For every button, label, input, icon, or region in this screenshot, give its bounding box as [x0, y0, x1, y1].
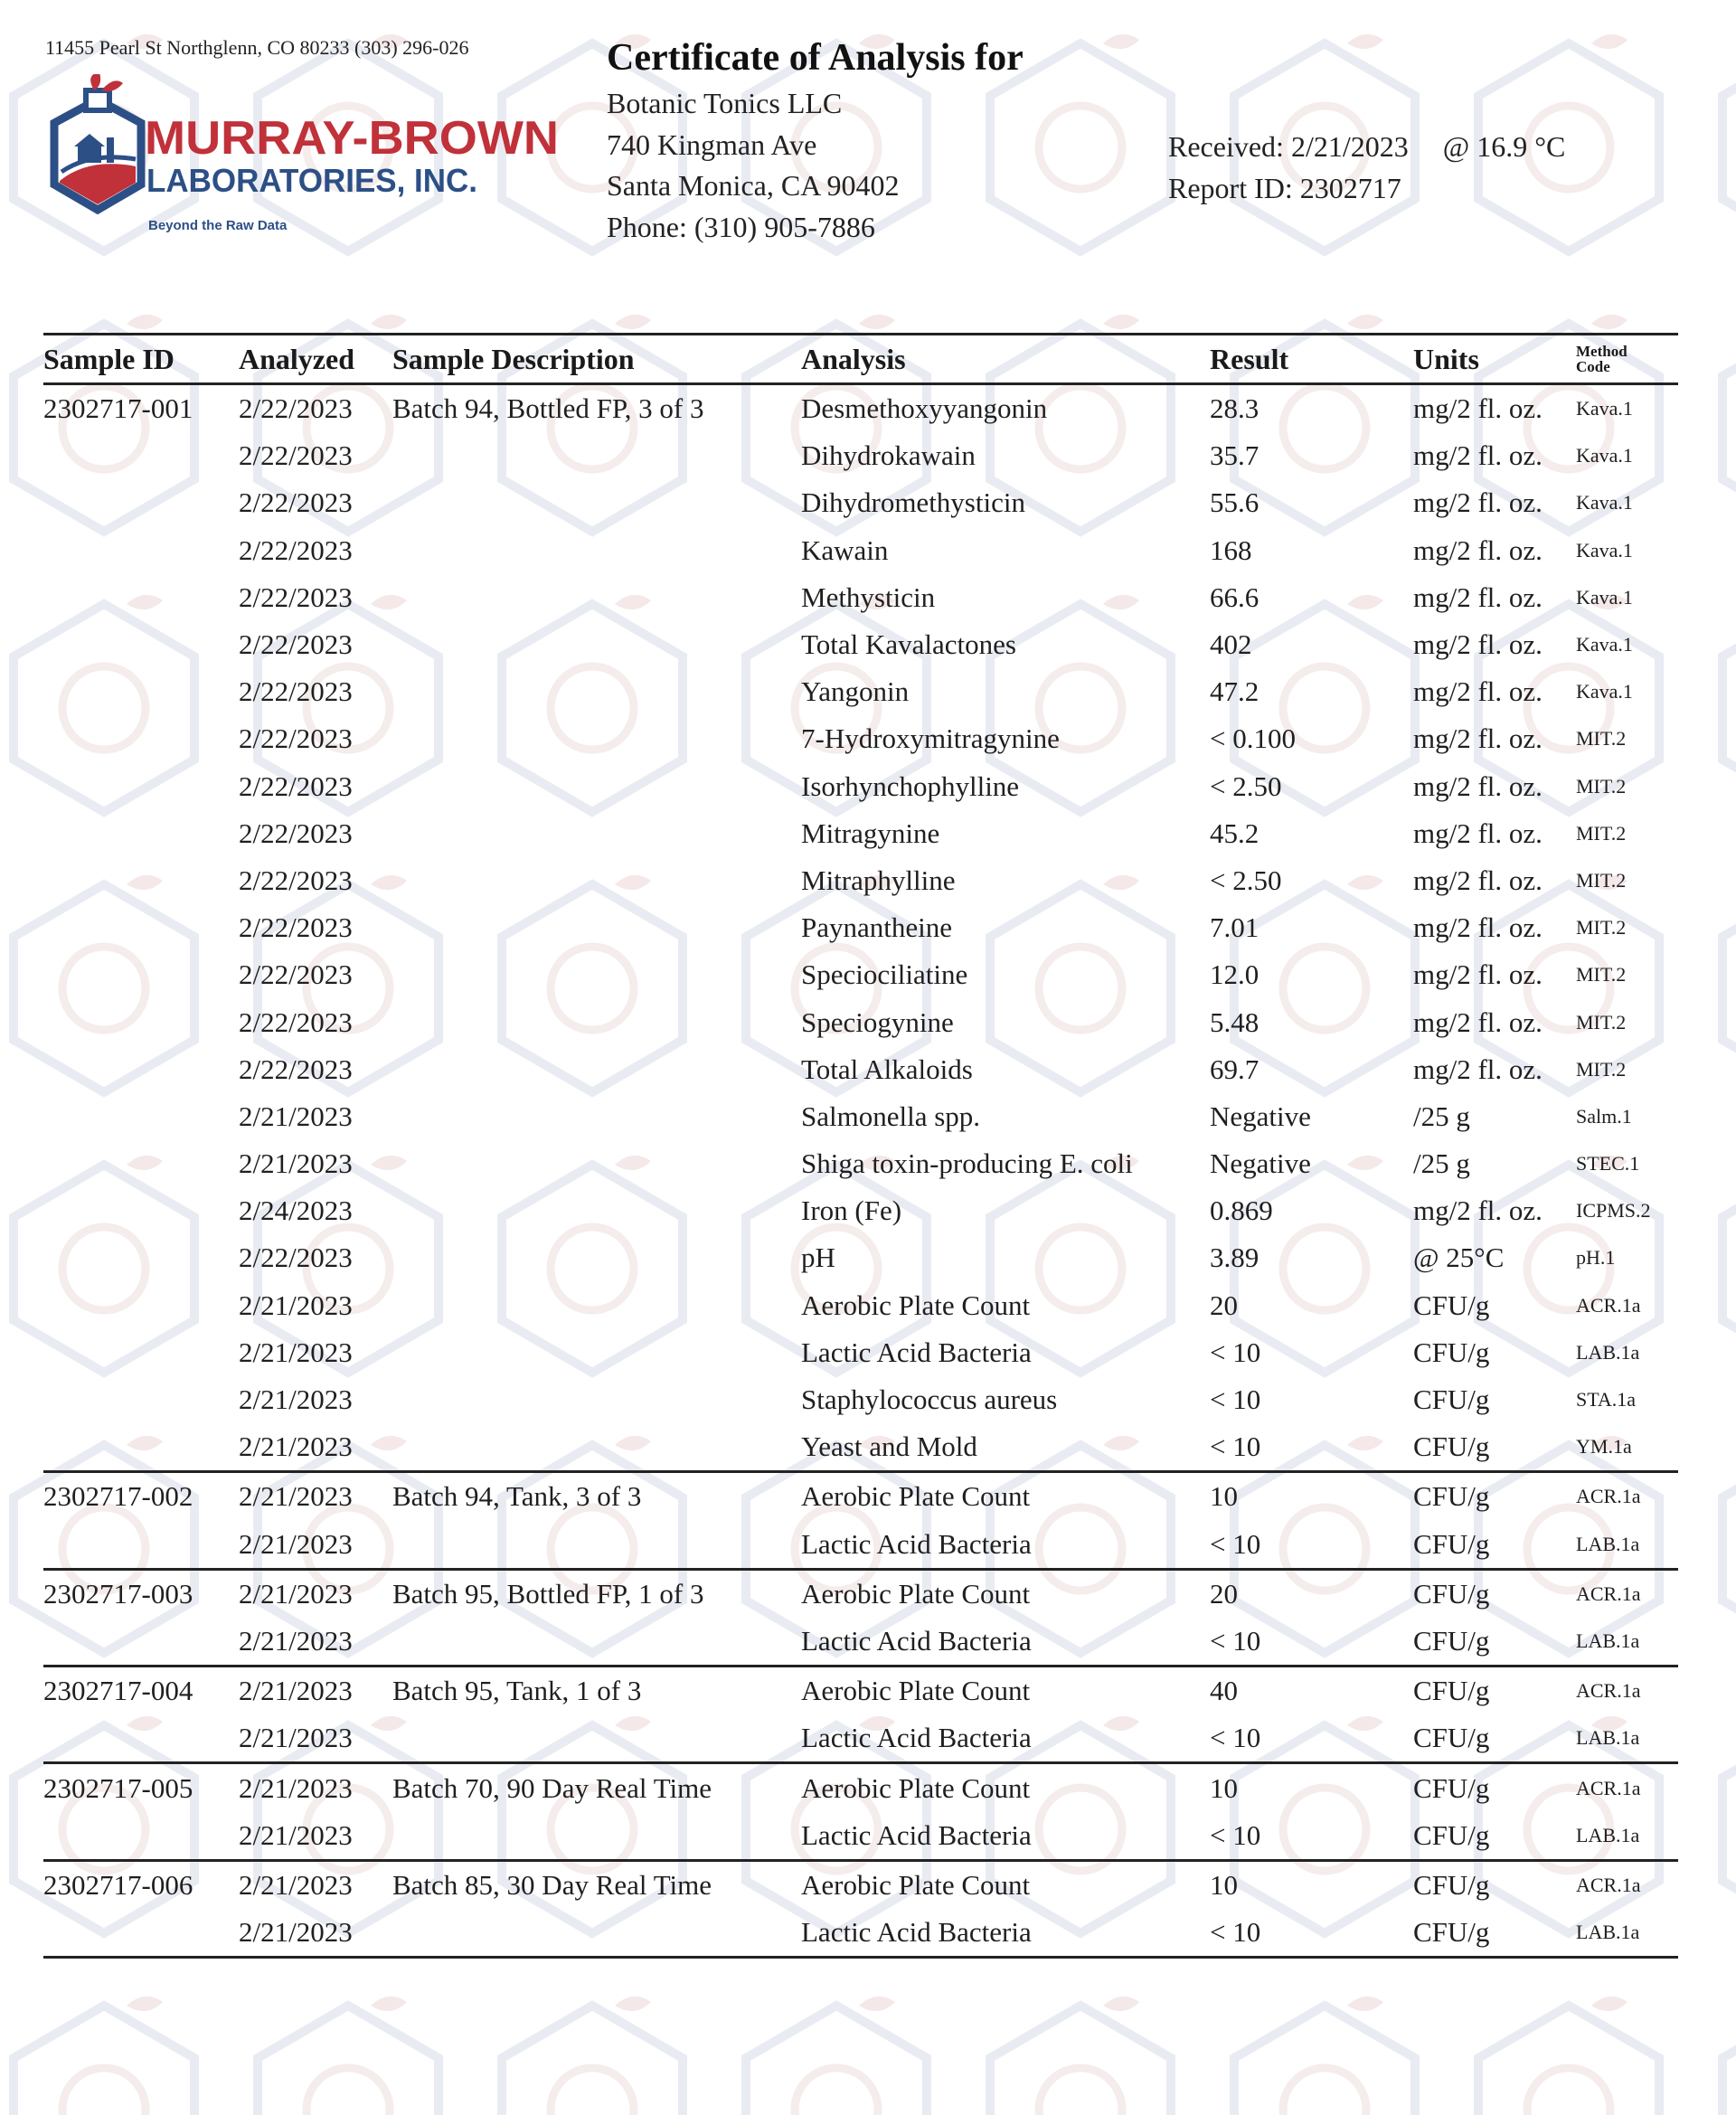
cell-sample-description: [392, 574, 801, 621]
cell-analyzed: 2/21/2023: [239, 1336, 353, 1368]
cell-units: CFU/g: [1413, 1289, 1490, 1321]
cell-units: mg/2 fl. oz.: [1413, 770, 1543, 802]
cell-method-code: MIT.2: [1576, 1057, 1627, 1081]
cell-sample-description: [392, 857, 801, 904]
cell-result: < 10: [1210, 1383, 1261, 1416]
cell-result: 55.6: [1210, 486, 1260, 519]
table-row: [43, 1909, 1678, 1958]
cell-sample-description: [392, 1234, 801, 1281]
cell-sample-id: [43, 810, 239, 857]
logo-name-line1: MURRAY-BROWN: [145, 112, 559, 165]
report-id: 2302717: [1299, 171, 1401, 204]
cell-analyzed: 2/21/2023: [239, 1916, 353, 1949]
cell-analyzed: 2/22/2023: [239, 533, 353, 566]
cell-units: mg/2 fl. oz.: [1413, 675, 1543, 708]
cell-method-code: pH.1: [1576, 1246, 1616, 1270]
client-block: [607, 83, 900, 248]
report-id-label: Report ID:: [1168, 171, 1293, 204]
table-row: [43, 1714, 1678, 1763]
cell-analysis: Mitragynine: [801, 817, 940, 849]
cell-method-code: ACR.1a: [1576, 1569, 1678, 1618]
cell-method-code: LAB.1a: [1576, 1340, 1640, 1364]
cell-sample-id: [43, 527, 239, 574]
client-phone: Phone: (310) 905-7886: [607, 210, 875, 243]
cell-units: /25 g: [1413, 1147, 1470, 1180]
cell-analysis: Lactic Acid Bacteria: [801, 1527, 1032, 1560]
cell-result: 402: [1210, 628, 1252, 661]
cell-units: CFU/g: [1413, 1722, 1490, 1754]
cell-units: CFU/g: [1413, 1818, 1490, 1851]
received-label: Received:: [1168, 130, 1284, 163]
cell-units: mg/2 fl. oz.: [1413, 1194, 1543, 1227]
cell-result: 20: [1210, 1569, 1413, 1618]
table-header-row: [43, 335, 1678, 384]
cell-sample-description: [392, 668, 801, 715]
cell-method-code: Kava.1: [1576, 680, 1633, 703]
cell-result: < 10: [1210, 1916, 1261, 1949]
cell-sample-id: [43, 621, 239, 668]
cell-analysis: Lactic Acid Bacteria: [801, 1916, 1032, 1949]
cell-analysis: Isorhynchophylline: [801, 770, 1020, 802]
cell-result: 47.2: [1210, 675, 1260, 708]
col-method-code: Method Code: [1576, 335, 1678, 384]
cell-result: 5.48: [1210, 1006, 1260, 1038]
cell-sample-description: [392, 904, 801, 951]
cell-method-code: Kava.1: [1576, 444, 1633, 467]
cell-analyzed: 2/22/2023: [239, 911, 353, 944]
cell-units: mg/2 fl. oz.: [1413, 628, 1543, 661]
cell-method-code: ACR.1a: [1576, 1763, 1678, 1812]
cell-analyzed: 2/22/2023: [239, 675, 353, 708]
cell-sample-description: [392, 951, 801, 998]
table-row: [43, 668, 1678, 715]
cell-analyzed: 2/22/2023: [239, 392, 353, 425]
cell-units: mg/2 fl. oz.: [1413, 1006, 1543, 1038]
cell-sample-id: [43, 1093, 239, 1140]
cell-result: Negative: [1210, 1100, 1311, 1132]
cell-analyzed: 2/24/2023: [239, 1194, 353, 1227]
cell-analyzed: 2/22/2023: [239, 1053, 353, 1085]
table-row: [43, 1521, 1678, 1570]
table-row: [43, 1472, 1678, 1521]
cell-result: < 2.50: [1210, 864, 1282, 896]
cell-result: 35.7: [1210, 439, 1260, 472]
cell-analysis: Kawain: [801, 533, 889, 566]
cell-sample-description: [392, 1376, 801, 1423]
cell-sample-description: [392, 1909, 801, 1958]
cell-result: 20: [1210, 1289, 1238, 1321]
received-temperature: @ 16.9 °C: [1442, 130, 1566, 163]
cell-units: mg/2 fl. oz.: [1413, 533, 1543, 566]
cell-sample-description: [392, 1714, 801, 1763]
cell-units: CFU/g: [1413, 1430, 1490, 1463]
cell-analyzed: 2/21/2023: [239, 1860, 392, 1909]
cell-sample-id: [43, 432, 239, 479]
logo-name-line2: LABORATORIES, INC.: [146, 162, 477, 199]
cell-sample-description: [392, 1093, 801, 1140]
cell-sample-id: [43, 763, 239, 810]
cell-sample-description: Batch 94, Tank, 3 of 3: [392, 1472, 801, 1521]
cell-analysis: pH: [801, 1242, 835, 1274]
table-row: [43, 1187, 1678, 1234]
cell-analyzed: 2/21/2023: [239, 1818, 353, 1851]
cell-method-code: MIT.2: [1576, 727, 1627, 751]
cell-method-code: MIT.2: [1576, 774, 1627, 798]
cell-analyzed: 2/21/2023: [239, 1430, 353, 1463]
cell-sample-id: [43, 479, 239, 526]
cell-sample-id: [43, 1282, 239, 1329]
table-row: [43, 1812, 1678, 1861]
cell-sample-description: [392, 763, 801, 810]
table-row: [43, 1140, 1678, 1187]
cell-method-code: Kava.1: [1576, 538, 1633, 562]
cell-units: CFU/g: [1413, 1383, 1490, 1416]
cell-analyzed: 2/21/2023: [239, 1100, 353, 1132]
cell-result: 168: [1210, 533, 1252, 566]
cell-analysis: Total Alkaloids: [801, 1053, 973, 1085]
client-city: Santa Monica, CA 90402: [607, 169, 900, 202]
cell-analysis: Yangonin: [801, 675, 910, 708]
cell-analyzed: 2/21/2023: [239, 1289, 353, 1321]
cell-analysis: Methysticin: [801, 581, 936, 613]
cell-sample-id: 2302717-001: [43, 392, 193, 425]
lab-logo: [34, 74, 568, 241]
cell-result: < 10: [1210, 1818, 1261, 1851]
cell-units: CFU/g: [1413, 1336, 1490, 1368]
cell-sample-id: [43, 715, 239, 762]
cell-units: @ 25°C: [1413, 1242, 1505, 1274]
cell-sample-description: [392, 715, 801, 762]
cell-result: < 0.100: [1210, 722, 1296, 755]
client-name: Botanic Tonics LLC: [607, 87, 843, 119]
cell-analyzed: 2/21/2023: [239, 1763, 392, 1812]
cell-sample-id: 2302717-006: [43, 1860, 239, 1909]
cell-analysis: Aerobic Plate Count: [801, 1289, 1031, 1321]
cell-analyzed: 2/22/2023: [239, 486, 353, 519]
cell-sample-id: [43, 1234, 239, 1281]
cell-sample-id: [43, 1618, 239, 1667]
cell-sample-id: [43, 998, 239, 1045]
cell-sample-description: Batch 85, 30 Day Real Time: [392, 1860, 801, 1909]
cell-sample-id: [43, 1376, 239, 1423]
cell-analysis: Shiga toxin-producing E. coli: [801, 1147, 1133, 1180]
table-row: [43, 998, 1678, 1045]
cell-sample-description: [392, 1140, 801, 1187]
cell-units: mg/2 fl. oz.: [1413, 864, 1543, 896]
cell-sample-description: [392, 479, 801, 526]
table-row: [43, 384, 1678, 433]
cell-analysis: 7-Hydroxymitragynine: [801, 722, 1060, 755]
cell-analysis: Lactic Acid Bacteria: [801, 1722, 1032, 1754]
col-sample-description: Sample Description: [392, 335, 801, 384]
table-row: [43, 574, 1678, 621]
cell-units: CFU/g: [1413, 1667, 1576, 1715]
cell-result: < 10: [1210, 1624, 1261, 1657]
cell-analysis: Salmonella spp.: [801, 1100, 981, 1132]
cell-units: mg/2 fl. oz.: [1413, 439, 1543, 472]
cell-analyzed: 2/22/2023: [239, 439, 353, 472]
cell-analysis: Aerobic Plate Count: [801, 1472, 1210, 1521]
cell-analyzed: 2/21/2023: [239, 1147, 353, 1180]
cell-result: < 10: [1210, 1527, 1261, 1560]
cell-analyzed: 2/22/2023: [239, 817, 353, 849]
cell-analysis: Aerobic Plate Count: [801, 1667, 1210, 1715]
cell-analysis: Lactic Acid Bacteria: [801, 1624, 1032, 1657]
cell-analyzed: 2/22/2023: [239, 770, 353, 802]
logo-tagline: Beyond the Raw Data: [148, 218, 288, 233]
cell-method-code: LAB.1a: [1576, 1726, 1640, 1750]
cell-result: < 10: [1210, 1430, 1261, 1463]
cell-units: CFU/g: [1413, 1763, 1576, 1812]
cell-sample-description: [392, 621, 801, 668]
cell-analysis: Speciociliatine: [801, 958, 968, 991]
cell-units: CFU/g: [1413, 1860, 1576, 1909]
cell-method-code: Kava.1: [1576, 633, 1633, 656]
cell-sample-description: Batch 95, Tank, 1 of 3: [392, 1667, 801, 1715]
cell-sample-id: [43, 1187, 239, 1234]
cell-analysis: Yeast and Mold: [801, 1430, 977, 1463]
cell-analysis: Lactic Acid Bacteria: [801, 1336, 1032, 1368]
cell-analysis: Desmethoxyyangonin: [801, 392, 1048, 425]
cell-sample-description: [392, 1618, 801, 1667]
table-row: [43, 1860, 1678, 1909]
cell-method-code: MIT.2: [1576, 963, 1627, 987]
cell-result: < 2.50: [1210, 770, 1282, 802]
table-row: [43, 621, 1678, 668]
results-table: [43, 333, 1678, 1959]
col-units: Units: [1413, 335, 1576, 384]
cell-analyzed: 2/21/2023: [239, 1383, 353, 1416]
cell-analyzed: 2/21/2023: [239, 1569, 392, 1618]
table-row: [43, 1329, 1678, 1376]
table-row: [43, 904, 1678, 951]
table-row: [43, 1234, 1678, 1281]
cell-method-code: YM.1a: [1576, 1435, 1632, 1459]
cell-sample-id: [43, 857, 239, 904]
col-sample-id: Sample ID: [43, 335, 239, 384]
cell-method-code: Kava.1: [1576, 397, 1633, 420]
cell-method-code: MIT.2: [1576, 1010, 1627, 1034]
cell-method-code: Kava.1: [1576, 491, 1633, 515]
table-row: [43, 479, 1678, 526]
table-row: [43, 1423, 1678, 1472]
cell-analysis: Speciogynine: [801, 1006, 954, 1038]
cell-units: mg/2 fl. oz.: [1413, 911, 1543, 944]
cell-method-code: LAB.1a: [1576, 1532, 1640, 1555]
cell-method-code: LAB.1a: [1576, 1823, 1640, 1846]
cell-result: 3.89: [1210, 1242, 1260, 1274]
cell-method-code: ACR.1a: [1576, 1472, 1678, 1521]
cell-sample-id: [43, 574, 239, 621]
receipt-block: [1168, 127, 1565, 209]
table-row: [43, 1569, 1678, 1618]
table-body: [43, 384, 1678, 1958]
cell-sample-id: 2302717-003: [43, 1569, 239, 1618]
cell-analyzed: 2/21/2023: [239, 1722, 353, 1754]
cell-result: < 10: [1210, 1336, 1261, 1368]
cell-sample-id: [43, 1140, 239, 1187]
cell-sample-description: [392, 1187, 801, 1234]
cell-analyzed: 2/22/2023: [239, 581, 353, 613]
cell-units: mg/2 fl. oz.: [1413, 817, 1543, 849]
table-row: [43, 857, 1678, 904]
cell-sample-description: [392, 1423, 801, 1472]
cell-result: 66.6: [1210, 581, 1260, 613]
cell-analyzed: 2/22/2023: [239, 1242, 353, 1274]
cell-result: Negative: [1210, 1147, 1311, 1180]
cell-sample-description: Batch 70, 90 Day Real Time: [392, 1763, 801, 1812]
flask-icon: [54, 74, 141, 210]
table-row: [43, 951, 1678, 998]
cell-analysis: Aerobic Plate Count: [801, 1569, 1210, 1618]
cell-result: 7.01: [1210, 911, 1260, 944]
client-street: 740 Kingman Ave: [607, 127, 817, 161]
cell-method-code: ACR.1a: [1576, 1667, 1678, 1715]
cell-sample-description: [392, 1521, 801, 1570]
cell-units: CFU/g: [1413, 1569, 1576, 1618]
col-result: Result: [1210, 335, 1413, 384]
table-row: [43, 1667, 1678, 1715]
cell-analyzed: 2/21/2023: [239, 1527, 353, 1560]
cell-sample-id: [43, 1909, 239, 1958]
cell-analysis: Staphylococcus aureus: [801, 1383, 1058, 1416]
cell-sample-description: Batch 95, Bottled FP, 1 of 3: [392, 1569, 801, 1618]
cell-method-code: LAB.1a: [1576, 1629, 1640, 1652]
table-row: [43, 715, 1678, 762]
cell-analysis: Dihydrokawain: [801, 439, 976, 472]
cell-units: mg/2 fl. oz.: [1413, 958, 1543, 991]
cell-sample-description: [392, 527, 801, 574]
cell-method-code: ACR.1a: [1576, 1293, 1641, 1317]
cell-method-code: LAB.1a: [1576, 1921, 1640, 1944]
cell-analyzed: 2/21/2023: [239, 1472, 392, 1521]
cell-result: 10: [1210, 1472, 1413, 1521]
cell-analyzed: 2/22/2023: [239, 1006, 353, 1038]
cell-sample-description: [392, 1282, 801, 1329]
cell-sample-description: [392, 1046, 801, 1093]
cell-units: CFU/g: [1413, 1916, 1490, 1949]
table-row: [43, 1376, 1678, 1423]
table-row: [43, 432, 1678, 479]
cell-units: CFU/g: [1413, 1472, 1576, 1521]
cell-result: 69.7: [1210, 1053, 1260, 1085]
cell-result: 40: [1210, 1667, 1413, 1715]
cell-units: mg/2 fl. oz.: [1413, 392, 1543, 425]
cell-units: mg/2 fl. oz.: [1413, 1053, 1543, 1085]
cell-method-code: ACR.1a: [1576, 1860, 1678, 1909]
received-date: 2/21/2023: [1290, 130, 1409, 163]
cell-analyzed: 2/21/2023: [239, 1624, 353, 1657]
col-analyzed: Analyzed: [239, 335, 392, 384]
cell-sample-id: [43, 1046, 239, 1093]
cell-sample-description: [392, 810, 801, 857]
cell-method-code: STEC.1: [1576, 1152, 1640, 1176]
cell-result: 12.0: [1210, 958, 1260, 991]
cell-sample-id: 2302717-004: [43, 1667, 239, 1715]
cell-method-code: Kava.1: [1576, 585, 1633, 609]
lab-address: 11455 Pearl St Northglenn, CO 80233 (303) 296-026: [45, 36, 469, 59]
table-row: [43, 1763, 1678, 1812]
cell-units: /25 g: [1413, 1100, 1470, 1132]
table-row: [43, 763, 1678, 810]
cell-method-code: MIT.2: [1576, 868, 1627, 892]
cell-method-code: ICPMS.2: [1576, 1199, 1651, 1223]
cell-method-code: Salm.1: [1576, 1104, 1632, 1128]
cell-analysis: Iron (Fe): [801, 1194, 902, 1227]
table-row: [43, 1046, 1678, 1093]
cell-analyzed: 2/22/2023: [239, 864, 353, 896]
cell-sample-description: [392, 1812, 801, 1861]
cell-analyzed: 2/22/2023: [239, 722, 353, 755]
cell-sample-id: [43, 1521, 239, 1570]
col-analysis: Analysis: [801, 335, 1210, 384]
cell-sample-id: [43, 668, 239, 715]
cell-units: mg/2 fl. oz.: [1413, 722, 1543, 755]
cell-units: CFU/g: [1413, 1624, 1490, 1657]
cell-sample-id: 2302717-002: [43, 1472, 239, 1521]
cell-sample-description: [392, 432, 801, 479]
cell-result: 10: [1210, 1860, 1413, 1909]
cell-analysis: Total Kavalactones: [801, 628, 1016, 661]
cell-analysis: Aerobic Plate Count: [801, 1763, 1210, 1812]
cell-units: mg/2 fl. oz.: [1413, 486, 1543, 519]
cell-result: 28.3: [1210, 392, 1260, 425]
cell-sample-description: [392, 1329, 801, 1376]
cell-result: < 10: [1210, 1722, 1261, 1754]
cell-units: CFU/g: [1413, 1527, 1490, 1560]
cell-sample-description: Batch 94, Bottled FP, 3 of 3: [392, 392, 704, 425]
cell-analyzed: 2/22/2023: [239, 958, 353, 991]
cell-result: 10: [1210, 1763, 1413, 1812]
certificate-title: Certificate of Analysis for: [607, 37, 1024, 79]
table-row: [43, 1093, 1678, 1140]
cell-sample-id: [43, 951, 239, 998]
cell-analyzed: 2/22/2023: [239, 628, 353, 661]
cell-sample-description: [392, 998, 801, 1045]
cell-analyzed: 2/21/2023: [239, 1667, 392, 1715]
cell-sample-id: [43, 1423, 239, 1472]
cell-method-code: MIT.2: [1576, 916, 1627, 939]
cell-analysis: Aerobic Plate Count: [801, 1860, 1210, 1909]
table-row: [43, 810, 1678, 857]
cell-method-code: MIT.2: [1576, 821, 1627, 845]
cell-sample-id: [43, 1329, 239, 1376]
cell-analysis: Paynantheine: [801, 911, 953, 944]
cell-units: mg/2 fl. oz.: [1413, 581, 1543, 613]
cell-sample-id: [43, 1812, 239, 1861]
cell-sample-id: [43, 904, 239, 951]
cell-analysis: Mitraphylline: [801, 864, 956, 896]
cell-analysis: Dihydromethysticin: [801, 486, 1025, 519]
cell-analysis: Lactic Acid Bacteria: [801, 1818, 1032, 1851]
cell-sample-id: [43, 1714, 239, 1763]
cell-sample-id: 2302717-005: [43, 1763, 239, 1812]
table-row: [43, 1618, 1678, 1667]
cell-result: 0.869: [1210, 1194, 1273, 1227]
cell-method-code: STA.1a: [1576, 1388, 1637, 1412]
table-row: [43, 1282, 1678, 1329]
cell-result: 45.2: [1210, 817, 1260, 849]
table-row: [43, 527, 1678, 574]
